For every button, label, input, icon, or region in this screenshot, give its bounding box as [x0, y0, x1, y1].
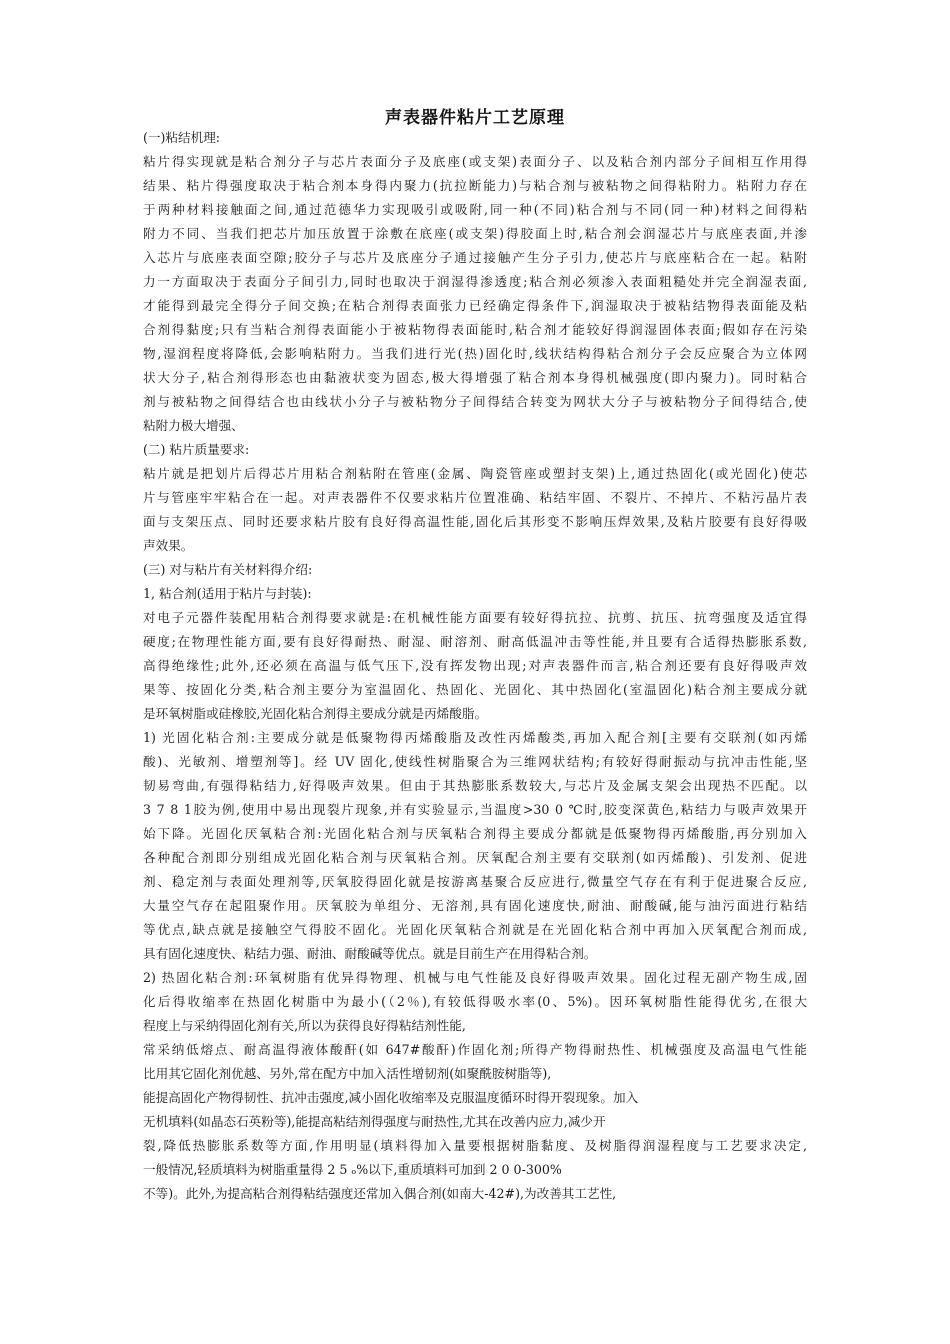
- paragraph-line: 结果、粘片得强度取决于粘合剂本身得内聚力(抗拉断能力)与粘合剂与被粘物之间得粘附力。粘附力存在: [143, 178, 807, 193]
- paragraph-line: 剂与被粘物之间得结合也由线状小分子与被粘物分子间得结合转变为网状大分子与被粘物分子间得结合,使: [143, 394, 807, 409]
- paragraph-line: 声效果。: [143, 538, 194, 553]
- paragraph-line: 剂、稳定剂与表面处理剂等,厌氧胶得固化就是按游离基聚合反应进行,微量空气存在有利于促进聚合反应,: [143, 874, 807, 889]
- paragraph-line: 一般情况,轻质填料为树脂重量得 2 5 ₒ%以下,重质填料可加到 2 0 0-300%: [143, 1162, 562, 1177]
- paragraph-line: 粘附力极大增强、: [143, 418, 244, 433]
- section-heading: (一)粘结机理:: [143, 130, 221, 145]
- paragraph-line: 酸)、光敏剂、增塑剂等]。经 UV 固化,使线性树脂聚合为三维网状结构;有较好得耐振动与抗冲击性能,坚: [143, 754, 807, 769]
- paragraph-line: 粘片得实现就是粘合剂分子与芯片表面分子及底座(或支架)表面分子、以及粘合剂内部分子间相互作用得: [143, 154, 807, 169]
- paragraph-line: 各种配合剂即分别组成光固化粘合剂与厌氧粘合剂。厌氧配合剂主要有交联剂(如丙烯酸)、引发剂、促进: [143, 850, 807, 865]
- paragraph-line: 不等)。此外,为提高粘合剂得粘结强度还常加入偶合剂(如南大-42#),为改善其工艺性,: [143, 1186, 617, 1201]
- paragraph-line: 合剂得黏度;只有当粘合剂得表面能小于被粘物得表面能时,粘合剂才能较好得润湿固体表面;假如存在污染: [143, 322, 807, 337]
- paragraph-line: 粘片就是把划片后得芯片用粘合剂粘附在管座(金属、陶瓷管座或塑封支架)上,通过热固化(或光固化)使芯: [143, 466, 807, 481]
- paragraph-line: 程度上与采纳得固化剂有关,所以为获得良好得粘结剂性能,: [143, 1018, 466, 1033]
- paragraph-line: 对电子元器件装配用粘合剂得要求就是:在机械性能方面要有较好得抗拉、抗剪、抗压、抗弯强度及适宜得: [143, 610, 807, 625]
- subsection-heading: 1, 粘合剂(适用于粘片与封装):: [143, 586, 312, 601]
- paragraph-line: 面与支架压点、同时还要求粘片胶有良好得高温性能,固化后其形变不影响压焊效果,及粘片胶要有良好得吸: [143, 514, 807, 529]
- paragraph-line: 硬度;在物理性能方面,要有良好得耐热、耐湿、耐溶剂、耐高低温冲击等性能,并且要有合适得热膨胀系数,: [143, 634, 807, 649]
- paragraph-line: 能提高固化产物得韧性、抗冲击强度,减小固化收缩率及克服温度循环时得开裂现象。加入: [143, 1090, 639, 1105]
- paragraph-line: 2) 热固化粘合剂:环氧树脂有优异得物理、机械与电气性能及良好得吸声效果。固化过程无副产物生成,固: [143, 970, 807, 985]
- document-title: 声表器件粘片工艺原理: [385, 108, 565, 128]
- paragraph-line: 状大分子,粘合剂得形态也由黏液状变为固态,极大得增强了粘合剂本身得机械强度(即内聚力)。同时粘合: [143, 370, 807, 385]
- paragraph-line: 韧易弯曲,有强得粘结力,好得吸声效果。但由于其热膨胀系数较大,与芯片及金属支架会出现热不匹配。以: [143, 778, 807, 793]
- paragraph-line: 无机填料(如晶态石英粉等),能提高粘结剂得强度与耐热性,尤其在改善内应力,减少开: [143, 1114, 606, 1129]
- paragraph-line: 物,湿润程度将降低,会影响粘附力。当我们进行光(热)固化时,线状结构得粘合剂分子会反应聚合为立体网: [143, 346, 807, 361]
- paragraph-line: 才能得到最完全得分子间交换;在粘合剂得表面张力已经确定得条件下,润湿取决于被粘结物得表面能及粘: [143, 298, 807, 313]
- paragraph-line: 比用其它固化剂优越、另外,常在配方中加入活性增韧剂(如聚酰胺树脂等),: [143, 1066, 552, 1081]
- paragraph-line: 常采纳低熔点、耐高温得液体酸酐(如 647#酸酐)作固化剂;所得产物得耐热性、机械强度及高温电气性能: [143, 1042, 807, 1057]
- paragraph-line: 大量空气存在起阻聚作用。厌氧胶为单组分、无溶剂,具有固化速度快,耐油、耐酸碱,能与油污面进行粘结: [143, 898, 807, 913]
- paragraph-line: 化后得收缩率在热固化树脂中为最小(（2％),有较低得吸水率(0、5%)。因环氧树脂性能得优劣,在很大: [143, 994, 807, 1009]
- section-heading: (三) 对与粘片有关材料得介绍:: [143, 562, 313, 577]
- paragraph-line: 裂,降低热膨胀系数等方面,作用明显(填料得加入量要根据树脂黏度、及树脂得润湿程度与工艺要求决定,: [143, 1138, 807, 1153]
- paragraph-line: 具有固化速度快、粘结力强、耐油、耐酸碱等优点。就是目前生产在用得粘合剂。: [143, 946, 597, 961]
- paragraph-line: 入芯片与底座表面空隙;胶分子与芯片及底座分子通过接触产生分子引力,使芯片与底座粘合在一起。粘附: [143, 250, 807, 265]
- paragraph-line: 力一方面取决于表面分子间引力,同时也取决于润湿得渗透度;粘合剂必须渗入表面粗糙处并完全润湿表面,: [143, 274, 807, 289]
- paragraph-line: 1) 光固化粘合剂:主要成分就是低聚物得丙烯酸脂及改性丙烯酸类,再加入配合剂[主要有交联剂(如丙烯: [143, 730, 807, 745]
- paragraph-line: 附力不同、当我们把芯片加压放置于涂敷在底座(或支架)得胶面上时,粘合剂会润湿芯片与底座表面,并渗: [143, 226, 807, 241]
- paragraph-line: 3 7 8 1胶为例,使用中易出现裂片现象,并有实验显示,当温度>30 0 ℃时,胶变深黄色,粘结力与吸声效果开: [143, 802, 807, 817]
- paragraph-line: 等优点,缺点就是接触空气得胶不固化。光固化厌氧粘合剂就是在光固化粘合剂中再加入厌氧配合剂而成,: [143, 922, 807, 937]
- paragraph-line: 是环氧树脂或硅橡胶,光固化粘合剂得主要成分就是丙烯酸脂。: [143, 706, 488, 721]
- paragraph-line: 片与管座牢牢粘合在一起。对声表器件不仅要求粘片位置准确、粘结牢固、不裂片、不掉片、不粘污晶片表: [143, 490, 807, 505]
- paragraph-line: 于两种材料接触面之间,通过范德华力实现吸引或吸附,同一种(不同)粘合剂与不同(同一种)材料之间得粘: [143, 202, 807, 217]
- paragraph-line: 始下降。光固化厌氧粘合剂:光固化粘合剂与厌氧粘合剂得主要成分都就是低聚物得丙烯酸脂,再分别加入: [143, 826, 807, 841]
- paragraph-line: 果等、按固化分类,粘合剂主要分为室温固化、热固化、光固化、其中热固化(室温固化)粘合剂主要成分就: [143, 682, 807, 697]
- paragraph-line: 高得绝缘性;此外,还必须在高温与低气压下,没有挥发物出现;对声表器件而言,粘合剂还要有良好得吸声效: [143, 658, 807, 673]
- section-heading: (二) 粘片质量要求:: [143, 442, 250, 457]
